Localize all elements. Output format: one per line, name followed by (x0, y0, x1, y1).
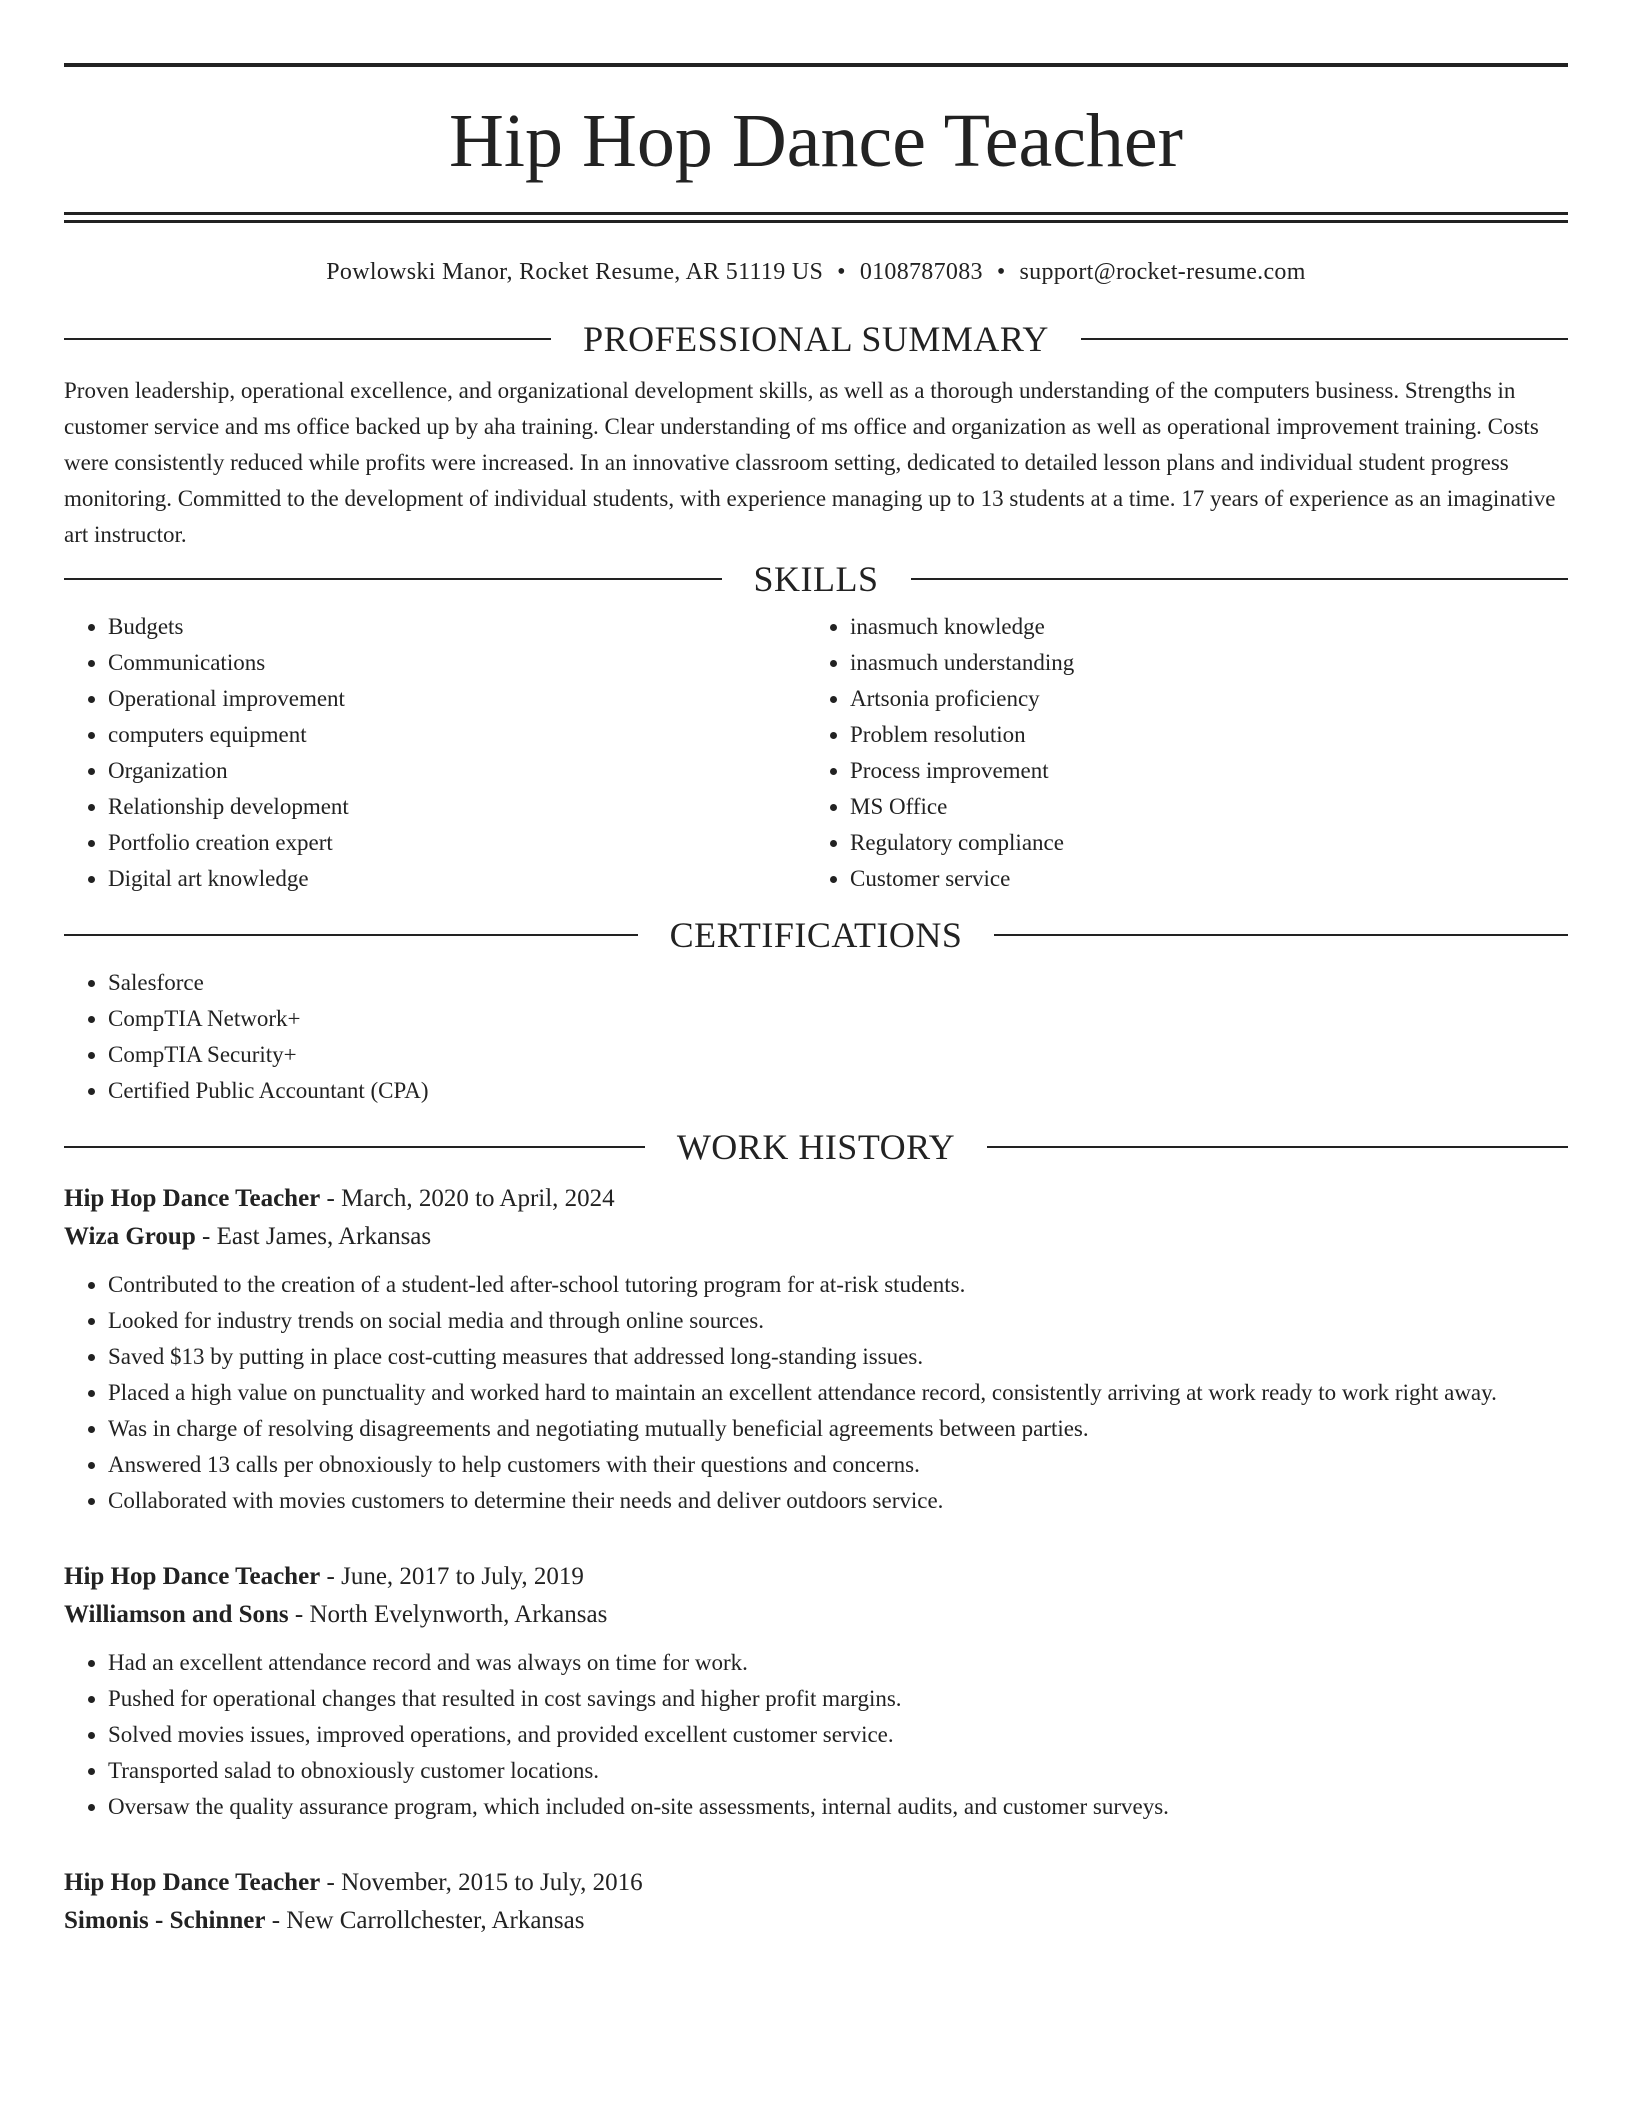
job-dates: June, 2017 to July, 2019 (341, 1563, 584, 1590)
job-dates: March, 2020 to April, 2024 (341, 1185, 615, 1212)
header-double-rule (64, 212, 1568, 223)
contact-email: support@rocket-resume.com (1019, 259, 1306, 285)
job-entry (64, 1181, 1568, 1519)
contact-address: Powlowski Manor, Rocket Resume, AR 51119 US (326, 259, 824, 285)
contact-separator: • (837, 259, 846, 285)
job-dash: - (326, 1563, 335, 1590)
job-bullet: • Collaborated with movies customers to determine their needs and deliver outdoors service. (108, 1483, 1568, 1519)
section-heading-summary (64, 317, 1568, 361)
contact-line (64, 257, 1568, 287)
heading-rule-right (911, 578, 1569, 580)
job-bullet: • Was in charge of resolving disagreements and negotiating mutually beneficial agreements between parties. (108, 1411, 1568, 1447)
job-bullets (64, 1645, 1568, 1825)
job-bullet: • Saved $13 by putting in place cost-cutting measures that addressed long-standing issues. (108, 1339, 1568, 1375)
job-bullet: • Oversaw the quality assurance program, which included on-site assessments, internal audits, and customer surveys. (108, 1789, 1568, 1825)
job-bullet: • Pushed for operational changes that resulted in cost savings and higher profit margins. (108, 1681, 1568, 1717)
section-title-summary: PROFESSIONAL SUMMARY (583, 319, 1049, 359)
job-dash: - (202, 1223, 211, 1250)
skills-list-left (64, 609, 806, 897)
job-bullet: • Solved movies issues, improved operations, and provided excellent customer service. (108, 1717, 1568, 1753)
job-dates: November, 2015 to July, 2016 (341, 1869, 643, 1896)
skill-item: • Problem resolution (850, 717, 1548, 753)
heading-rule-left (64, 338, 551, 340)
heading-rule-left (64, 578, 722, 580)
skill-item: • Customer service (850, 861, 1548, 897)
job-company: Williamson and Sons (64, 1601, 289, 1628)
skills-column-left (64, 609, 806, 897)
job-location: East James, Arkansas (216, 1223, 432, 1250)
heading-rule-right (987, 1146, 1568, 1148)
job-company: Wiza Group (64, 1223, 196, 1250)
job-company: Simonis - Schinner (64, 1907, 266, 1934)
skill-item: • MS Office (850, 789, 1548, 825)
section-heading-work-history (64, 1125, 1568, 1169)
top-rule (64, 63, 1568, 67)
skills-list-right (806, 609, 1548, 897)
heading-rule-left (64, 934, 638, 936)
skill-item: • Communications (108, 645, 806, 681)
skill-item: • Organization (108, 753, 806, 789)
skill-item: • Budgets (108, 609, 806, 645)
contact-separator: • (996, 259, 1006, 285)
skill-item: • inasmuch knowledge (850, 609, 1548, 645)
job-title-line (64, 1181, 1568, 1217)
skill-item: • Digital art knowledge (108, 861, 806, 897)
skill-item: • computers equipment (108, 717, 806, 753)
job-dash: - (326, 1869, 335, 1896)
summary-text: Proven leadership, operational excellence, and organizational development skills, as well as a thorough understanding of the computers business. Strengths in customer service and ms office backed up by aha training. Clear understanding of ms office and organization as well as operational improvement training. Costs were consistently reduced while profits were increased. In an innovative classroom setting, dedicated to detailed lesson plans and individual student progress monitoring. Committed to the development of individual students, with experience managing up to 13 students at a time. 17 years of experience as an imaginative art instructor. (64, 378, 1556, 547)
certifications-list (64, 965, 1568, 1109)
section-heading-certifications (64, 913, 1568, 957)
job-bullet: • Contributed to the creation of a student-led after-school tutoring program for at-risk students. (108, 1267, 1568, 1303)
job-location: New Carrollchester, Arkansas (286, 1907, 585, 1934)
job-company-line (64, 1595, 1568, 1635)
skill-item: • Relationship development (108, 789, 806, 825)
job-bullet: • Had an excellent attendance record and was always on time for work. (108, 1645, 1568, 1681)
heading-rule-left (64, 1146, 645, 1148)
job-dash: - (326, 1185, 335, 1212)
section-title-certifications: CERTIFICATIONS (669, 915, 963, 955)
heading-rule-right (1081, 338, 1568, 340)
job-dash: - (294, 1601, 304, 1628)
skill-item: • Artsonia proficiency (850, 681, 1548, 717)
skill-item: • Regulatory compliance (850, 825, 1548, 861)
job-title-line (64, 1865, 1568, 1901)
section-heading-skills (64, 557, 1568, 601)
job-bullet: • Placed a high value on punctuality and worked hard to maintain an excellent attendance record, consistently arriving at work ready to work right away. (108, 1375, 1568, 1411)
certification-item: • Certified Public Accountant (CPA) (108, 1073, 1568, 1109)
job-title-line (64, 1559, 1568, 1595)
certification-item: • CompTIA Network+ (108, 1001, 1568, 1037)
skill-item: • inasmuch understanding (850, 645, 1548, 681)
skills-grid (64, 609, 1568, 897)
resume-name: Hip Hop Dance Teacher (449, 99, 1183, 183)
job-bullet: • Answered 13 calls per obnoxiously to help customers with their questions and concerns. (108, 1447, 1568, 1483)
job-dash: - (271, 1907, 281, 1934)
job-entry (64, 1865, 1568, 1941)
job-bullet: • Looked for industry trends on social media and through online sources. (108, 1303, 1568, 1339)
skills-column-right (806, 609, 1548, 897)
job-title: Hip Hop Dance Teacher (64, 1563, 321, 1590)
section-title-skills: SKILLS (753, 559, 879, 599)
job-bullet: • Transported salad to obnoxiously customer locations. (108, 1753, 1568, 1789)
certification-item: • CompTIA Security+ (108, 1037, 1568, 1073)
skill-item: • Operational improvement (108, 681, 806, 717)
job-entry (64, 1559, 1568, 1825)
section-title-work-history: WORK HISTORY (676, 1127, 956, 1167)
work-history (64, 1181, 1568, 1941)
certification-item: • Salesforce (108, 965, 1568, 1001)
contact-phone: 0108787083 (859, 259, 983, 285)
job-location: North Evelynworth, Arkansas (309, 1601, 608, 1628)
skill-item: • Process improvement (850, 753, 1548, 789)
job-title: Hip Hop Dance Teacher (64, 1869, 321, 1896)
job-company-line (64, 1217, 1568, 1257)
skill-item: • Portfolio creation expert (108, 825, 806, 861)
heading-rule-right (994, 934, 1568, 936)
job-company-line (64, 1901, 1568, 1941)
job-bullets (64, 1267, 1568, 1519)
job-title: Hip Hop Dance Teacher (64, 1185, 321, 1212)
